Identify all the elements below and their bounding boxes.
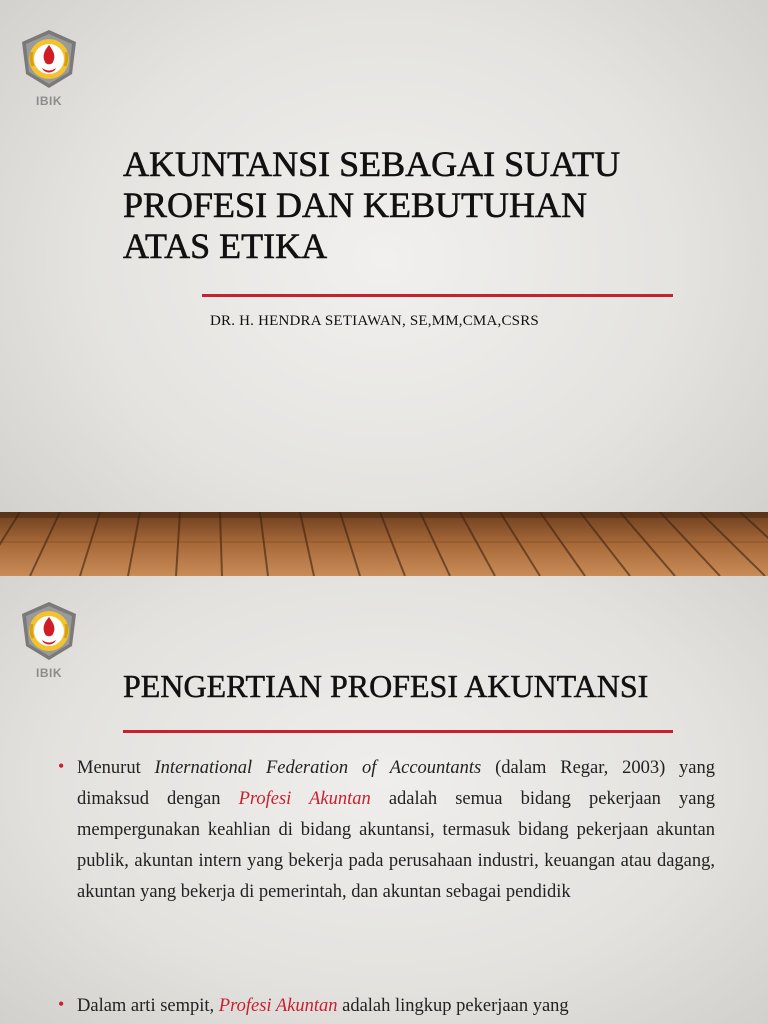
author-subtitle: DR. H. HENDRA SETIAWAN, SE,MM,CMA,CSRS [210,313,539,329]
logo-caption: IBIK [36,94,62,108]
title-line-3: ATAS ETIKA [123,226,328,266]
title-line-2: PROFESI DAN KEBUTUHAN [123,185,588,225]
wood-floor-decoration [0,512,768,576]
p1-text-a: Menurut [77,758,155,778]
slide-title-heading [123,144,683,267]
paragraph-1 [77,753,715,908]
p1-text-italic: International Federation of Accountants [154,758,482,778]
title-line-1: AKUNTANSI SEBAGAI SUATU [123,144,621,184]
p2-text-a: Dalam arti sempit, [77,996,219,1016]
shield-logo-icon [18,600,80,662]
p1-text-c: adalah semua bidang pekerjaan yang mempergunakan keahlian di bidang akuntansi, termasuk bidang pekerjaan akuntan publik, akuntan intern yang bekerja pada perusahaan industri, keuangan atau dagang, akuntan yang bekerja di pemerintah, dan akuntan sebagai pendidik [77,789,715,902]
bullet-2: • [58,994,65,1014]
section-divider [123,730,673,733]
section-title: PENGERTIAN PROFESI AKUNTANSI [123,668,649,704]
ibik-logo [18,600,88,680]
title-divider [202,294,673,297]
ibik-logo [18,28,88,108]
p1-highlight-term: Profesi Akuntan [238,789,371,809]
paragraph-2 [77,991,715,1022]
p1-text-b: (dalam Regar, 2003) yang dimaksud dengan [77,758,716,809]
p2-text-b: adalah lingkup pekerjaan yang [337,996,569,1016]
shield-logo-icon [18,28,80,90]
logo-caption: IBIK [36,666,62,680]
p2-highlight-term: Profesi Akuntan [218,996,338,1016]
bullet-1: • [58,756,65,776]
